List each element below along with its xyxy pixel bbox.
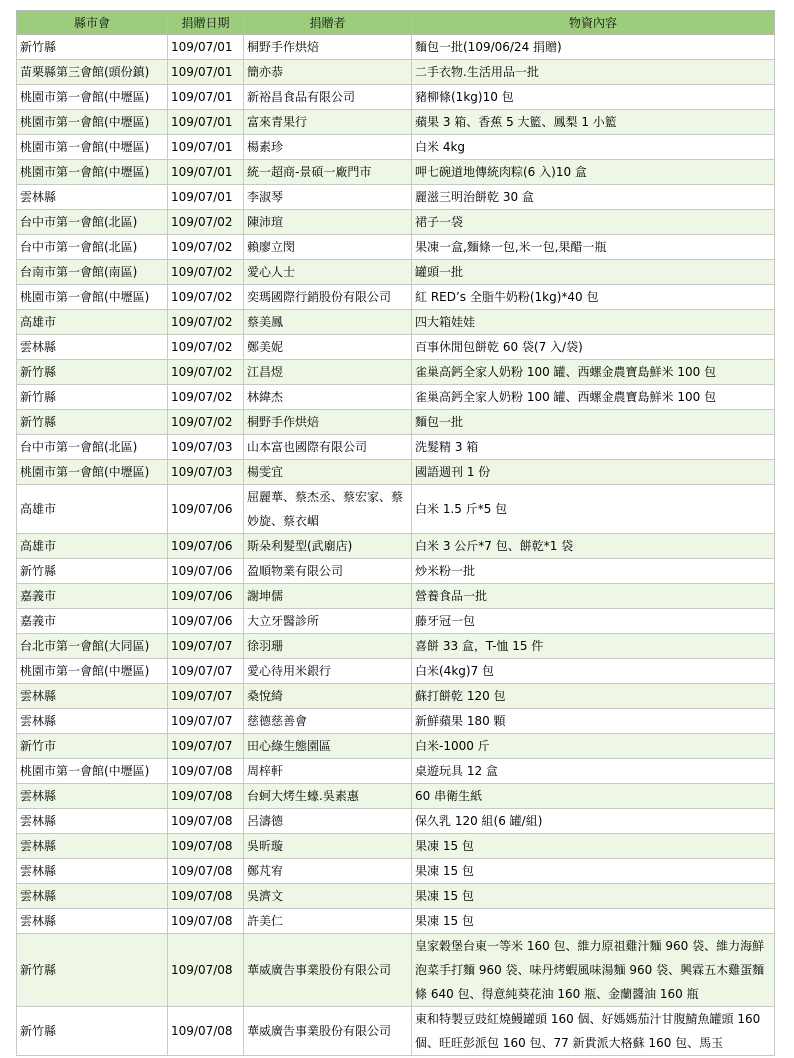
items-cell: 雀巢高鈣全家人奶粉 100 罐、西螺金農寶島鮮米 100 包 — [412, 385, 775, 410]
table-row — [17, 235, 775, 260]
county-cell: 桃園市第一會館(中壢區) — [17, 135, 168, 160]
table-row — [17, 659, 775, 684]
table-row — [17, 1007, 775, 1056]
date-cell: 109/07/01 — [168, 85, 244, 110]
donor-cell: 富來青果行 — [244, 110, 412, 135]
date-cell: 109/07/08 — [168, 859, 244, 884]
table-row — [17, 909, 775, 934]
table-row — [17, 135, 775, 160]
date-cell: 109/07/03 — [168, 460, 244, 485]
date-cell: 109/07/02 — [168, 210, 244, 235]
date-cell: 109/07/08 — [168, 834, 244, 859]
donor-cell: 台蚵大烤生蠔.吳素惠 — [244, 784, 412, 809]
donor-cell: 田心綠生態園區 — [244, 734, 412, 759]
donor-cell: 楊雯宜 — [244, 460, 412, 485]
items-cell: 蘇打餅乾 120 包 — [412, 684, 775, 709]
donor-cell: 楊素珍 — [244, 135, 412, 160]
county-cell: 高雄市 — [17, 310, 168, 335]
table-row — [17, 260, 775, 285]
county-cell: 雲林縣 — [17, 784, 168, 809]
table-row — [17, 185, 775, 210]
date-cell: 109/07/02 — [168, 360, 244, 385]
table-row — [17, 85, 775, 110]
table-row — [17, 634, 775, 659]
county-cell: 桃園市第一會館(中壢區) — [17, 759, 168, 784]
table-body — [17, 35, 775, 1056]
county-cell: 高雄市 — [17, 534, 168, 559]
donor-cell: 華威廣告事業股份有限公司 — [244, 934, 412, 1007]
county-cell: 新竹縣 — [17, 934, 168, 1007]
donor-cell: 吳濟文 — [244, 884, 412, 909]
date-cell: 109/07/01 — [168, 110, 244, 135]
table-row — [17, 859, 775, 884]
items-cell: 百事休閒包餅乾 60 袋(7 入/袋) — [412, 335, 775, 360]
items-cell: 裙子一袋 — [412, 210, 775, 235]
donor-cell: 謝坤儒 — [244, 584, 412, 609]
county-cell: 雲林縣 — [17, 909, 168, 934]
header-donor: 捐贈者 — [244, 11, 412, 35]
table-row — [17, 210, 775, 235]
items-cell: 四大箱娃娃 — [412, 310, 775, 335]
donor-cell: 鄭芃宥 — [244, 859, 412, 884]
table-row — [17, 584, 775, 609]
header-items: 物資內容 — [412, 11, 775, 35]
items-cell: 豬柳條(1kg)10 包 — [412, 85, 775, 110]
county-cell: 新竹市 — [17, 734, 168, 759]
date-cell: 109/07/06 — [168, 584, 244, 609]
date-cell: 109/07/06 — [168, 485, 244, 534]
items-cell: 果凍 15 包 — [412, 884, 775, 909]
date-cell: 109/07/07 — [168, 634, 244, 659]
date-cell: 109/07/01 — [168, 60, 244, 85]
table-row — [17, 35, 775, 60]
items-cell: 國語週刊 1 份 — [412, 460, 775, 485]
date-cell: 109/07/02 — [168, 260, 244, 285]
date-cell: 109/07/07 — [168, 684, 244, 709]
items-cell: 果凍 15 包 — [412, 834, 775, 859]
county-cell: 新竹縣 — [17, 1007, 168, 1056]
items-cell: 白米 3 公斤*7 包、餅乾*1 袋 — [412, 534, 775, 559]
items-cell: 營養食品一批 — [412, 584, 775, 609]
table-row — [17, 609, 775, 634]
date-cell: 109/07/08 — [168, 909, 244, 934]
date-cell: 109/07/07 — [168, 659, 244, 684]
county-cell: 嘉義市 — [17, 584, 168, 609]
table-row — [17, 834, 775, 859]
table-row — [17, 884, 775, 909]
header-county: 縣市會 — [17, 11, 168, 35]
county-cell: 新竹縣 — [17, 559, 168, 584]
county-cell: 雲林縣 — [17, 834, 168, 859]
items-cell: 果凍 15 包 — [412, 859, 775, 884]
county-cell: 雲林縣 — [17, 709, 168, 734]
date-cell: 109/07/02 — [168, 310, 244, 335]
date-cell: 109/07/01 — [168, 135, 244, 160]
table-row — [17, 335, 775, 360]
county-cell: 新竹縣 — [17, 410, 168, 435]
county-cell: 高雄市 — [17, 485, 168, 534]
items-cell: 蘋果 3 箱、香蕉 5 大籃、鳳梨 1 小籃 — [412, 110, 775, 135]
donor-cell: 李淑琴 — [244, 185, 412, 210]
donor-cell: 鄭美妮 — [244, 335, 412, 360]
donor-cell: 統一超商-景碩一廠門市 — [244, 160, 412, 185]
table-row — [17, 759, 775, 784]
items-cell: 皇家穀堡台東一等米 160 包、維力原祖雞汁麵 960 袋、維力海鮮泡菜手打麵 960 袋、味丹烤蝦風味湯麵 960 袋、興霖五木雞蛋麵條 640 包、得意純葵花油 160 瓶、金蘭醬油 160 瓶 — [412, 934, 775, 1007]
date-cell: 109/07/08 — [168, 809, 244, 834]
items-cell: 果凍 15 包 — [412, 909, 775, 934]
county-cell: 雲林縣 — [17, 185, 168, 210]
county-cell: 桃園市第一會館(中壢區) — [17, 85, 168, 110]
donor-cell: 愛心人士 — [244, 260, 412, 285]
donor-cell: 周梓軒 — [244, 759, 412, 784]
donation-table-container — [16, 10, 774, 1056]
items-cell: 麵包一批(109/06/24 捐贈) — [412, 35, 775, 60]
items-cell: 藤牙冠一包 — [412, 609, 775, 634]
date-cell: 109/07/08 — [168, 884, 244, 909]
table-row — [17, 559, 775, 584]
county-cell: 桃園市第一會館(中壢區) — [17, 659, 168, 684]
donor-cell: 桑悅綺 — [244, 684, 412, 709]
donor-cell: 許美仁 — [244, 909, 412, 934]
items-cell: 桌遊玩具 12 盒 — [412, 759, 775, 784]
donor-cell: 呂濤德 — [244, 809, 412, 834]
donor-cell: 徐羽珊 — [244, 634, 412, 659]
date-cell: 109/07/07 — [168, 734, 244, 759]
county-cell: 苗栗縣第三會館(頭份鎮) — [17, 60, 168, 85]
date-cell: 109/07/01 — [168, 185, 244, 210]
items-cell: 白米 4kg — [412, 135, 775, 160]
date-cell: 109/07/02 — [168, 235, 244, 260]
date-cell: 109/07/06 — [168, 534, 244, 559]
table-row — [17, 809, 775, 834]
table-row — [17, 60, 775, 85]
donor-cell: 斯朵利髮型(武廟店) — [244, 534, 412, 559]
table-row — [17, 684, 775, 709]
county-cell: 雲林縣 — [17, 884, 168, 909]
date-cell: 109/07/02 — [168, 335, 244, 360]
date-cell: 109/07/08 — [168, 934, 244, 1007]
items-cell: 麗滋三明治餅乾 30 盒 — [412, 185, 775, 210]
table-row — [17, 934, 775, 1007]
county-cell: 新竹縣 — [17, 360, 168, 385]
items-cell: 罐頭一批 — [412, 260, 775, 285]
donor-cell: 簡亦恭 — [244, 60, 412, 85]
items-cell: 二手衣物.生活用品一批 — [412, 60, 775, 85]
items-cell: 炒米粉一批 — [412, 559, 775, 584]
donor-cell: 奕瑪國際行銷股份有限公司 — [244, 285, 412, 310]
county-cell: 台北市第一會館(大同區) — [17, 634, 168, 659]
donor-cell: 賴廖立閔 — [244, 235, 412, 260]
donor-cell: 陳沛瑄 — [244, 210, 412, 235]
county-cell: 桃園市第一會館(中壢區) — [17, 460, 168, 485]
table-row — [17, 160, 775, 185]
county-cell: 桃園市第一會館(中壢區) — [17, 160, 168, 185]
date-cell: 109/07/03 — [168, 435, 244, 460]
date-cell: 109/07/08 — [168, 1007, 244, 1056]
table-row — [17, 310, 775, 335]
items-cell: 洗髮精 3 箱 — [412, 435, 775, 460]
items-cell: 呷七碗道地傳統肉粽(6 入)10 盒 — [412, 160, 775, 185]
items-cell: 喜餅 33 盒，T-恤 15 件 — [412, 634, 775, 659]
table-header-row — [17, 11, 775, 35]
table-row — [17, 435, 775, 460]
donor-cell: 山本富也國際有限公司 — [244, 435, 412, 460]
items-cell: 東和特製豆豉紅燒鰻罐頭 160 個、好媽媽茄汁甘腹鯖魚罐頭 160 個、旺旺彭派包 160 包、77 新貴派大格蘇 160 包、馬玉 — [412, 1007, 775, 1056]
date-cell: 109/07/06 — [168, 609, 244, 634]
donor-cell: 慈德慈善會 — [244, 709, 412, 734]
items-cell: 雀巢高鈣全家人奶粉 100 罐、西螺金農寶島鮮米 100 包 — [412, 360, 775, 385]
county-cell: 新竹縣 — [17, 35, 168, 60]
table-row — [17, 360, 775, 385]
county-cell: 台中市第一會館(北區) — [17, 210, 168, 235]
donor-cell: 大立牙醫診所 — [244, 609, 412, 634]
county-cell: 台中市第一會館(北區) — [17, 235, 168, 260]
donor-cell: 吳昕璇 — [244, 834, 412, 859]
header-date: 捐贈日期 — [168, 11, 244, 35]
county-cell: 雲林縣 — [17, 809, 168, 834]
items-cell: 紅 RED’s 全脂牛奶粉(1kg)*40 包 — [412, 285, 775, 310]
county-cell: 桃園市第一會館(中壢區) — [17, 285, 168, 310]
donor-cell: 桐野手作烘焙 — [244, 35, 412, 60]
county-cell: 台中市第一會館(北區) — [17, 435, 168, 460]
donor-cell: 桐野手作烘焙 — [244, 410, 412, 435]
table-row — [17, 460, 775, 485]
items-cell: 白米(4kg)7 包 — [412, 659, 775, 684]
donation-table — [16, 10, 775, 1056]
date-cell: 109/07/08 — [168, 784, 244, 809]
county-cell: 新竹縣 — [17, 385, 168, 410]
date-cell: 109/07/02 — [168, 285, 244, 310]
table-row — [17, 534, 775, 559]
table-row — [17, 734, 775, 759]
table-row — [17, 410, 775, 435]
table-row — [17, 385, 775, 410]
table-row — [17, 110, 775, 135]
table-row — [17, 485, 775, 534]
county-cell: 雲林縣 — [17, 684, 168, 709]
date-cell: 109/07/06 — [168, 559, 244, 584]
items-cell: 保久乳 120 組(6 罐/組) — [412, 809, 775, 834]
items-cell: 白米 1.5 斤*5 包 — [412, 485, 775, 534]
county-cell: 雲林縣 — [17, 859, 168, 884]
items-cell: 麵包一批 — [412, 410, 775, 435]
county-cell: 雲林縣 — [17, 335, 168, 360]
donor-cell: 華威廣告事業股份有限公司 — [244, 1007, 412, 1056]
donor-cell: 林緯杰 — [244, 385, 412, 410]
items-cell: 60 串衛生紙 — [412, 784, 775, 809]
date-cell: 109/07/02 — [168, 385, 244, 410]
items-cell: 白米-1000 斤 — [412, 734, 775, 759]
donor-cell: 盈順物業有限公司 — [244, 559, 412, 584]
items-cell: 新鮮蘋果 180 顆 — [412, 709, 775, 734]
county-cell: 嘉義市 — [17, 609, 168, 634]
county-cell: 台南市第一會館(南區) — [17, 260, 168, 285]
table-row — [17, 709, 775, 734]
table-row — [17, 784, 775, 809]
county-cell: 桃園市第一會館(中壢區) — [17, 110, 168, 135]
donor-cell: 江昌煜 — [244, 360, 412, 385]
date-cell: 109/07/07 — [168, 709, 244, 734]
date-cell: 109/07/01 — [168, 35, 244, 60]
date-cell: 109/07/08 — [168, 759, 244, 784]
donor-cell: 屈麗華、蔡杰丞、蔡宏家、蔡妙旋、蔡衣嵋 — [244, 485, 412, 534]
donor-cell: 愛心待用米銀行 — [244, 659, 412, 684]
table-row — [17, 285, 775, 310]
items-cell: 果凍一盒,麵條一包,米一包,果醋一瓶 — [412, 235, 775, 260]
date-cell: 109/07/01 — [168, 160, 244, 185]
date-cell: 109/07/02 — [168, 410, 244, 435]
donor-cell: 蔡美鳳 — [244, 310, 412, 335]
donor-cell: 新裕昌食品有限公司 — [244, 85, 412, 110]
